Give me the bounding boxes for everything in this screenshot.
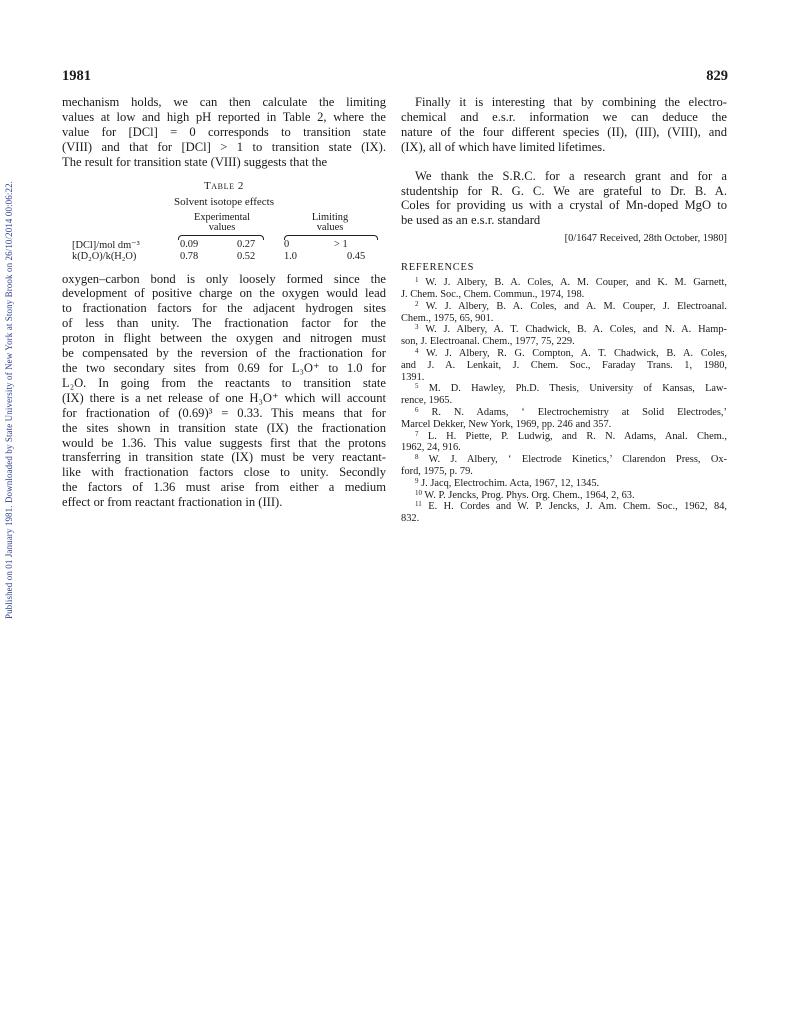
right-column [401, 95, 727, 525]
reference-item [401, 324, 727, 348]
text-line: development of positive charge on the oxygen would lead [62, 286, 386, 301]
reference-line [401, 395, 727, 407]
reference-text: W. J. Albery, A. T. Chadwick, B. A. Coles, and N. A. Hamp- [425, 324, 727, 336]
reference-line [401, 513, 727, 525]
left-column [62, 95, 386, 510]
text-line: values at low and high pH reported in Table 2, where the [62, 109, 386, 124]
reference-text: Chem., 1975, 65, 901. [401, 312, 494, 324]
received-date: [0/1647 Received, 28th October, 1980] [564, 233, 727, 245]
reference-text: 1962, 24, 916. [401, 442, 461, 454]
text-line: be compensated by the reversion of the fractionation for [62, 346, 386, 361]
text-line: be used as an e.s.r. standard [401, 213, 541, 228]
text-line: L₂O. In going from the reactants to transition state [62, 375, 386, 390]
publication-stamp [2, 140, 16, 660]
reference-text: J. Chem. Soc., Chem. Commun., 1974, 198. [401, 289, 585, 301]
text-line: the two secondary sites from 0.69 for L₃O⁺ to 1.0 for [62, 360, 386, 375]
reference-text: M. D. Hawley, Ph.D. Thesis, University of Kansas, Law- [428, 383, 727, 395]
text-line: The result for transition state (VIII) suggests that the [62, 154, 328, 169]
reference-text: R. N. Adams, ‘ Electrochemistry at Solid Electrodes,’ [431, 407, 727, 419]
text-line: We thank the S.R.C. for a research grant and for a [415, 168, 727, 183]
limiting-brace [284, 235, 378, 240]
text-line: nature of the four different species (II), (III), (VIII), and [401, 124, 727, 139]
reference-text: L. H. Piette, P. Ludwig, and R. N. Adams, Anal. Chem., [427, 430, 727, 442]
experimental-header: Experimental values [194, 211, 250, 234]
reference-line [401, 501, 727, 513]
text-line: to fractionation factors for the adjacent hydrogen sites [62, 301, 386, 316]
reference-item [401, 348, 727, 383]
reference-text: and J. A. Lenkait, J. Chem. Soc., Faraday Trans. 1, 1980, [401, 359, 727, 371]
references-list [401, 277, 727, 525]
reference-number: 5 [415, 382, 419, 391]
reference-text: 1391. [401, 371, 425, 383]
text-line: effect or from reactant fractionation in (III). [62, 495, 283, 510]
reference-line [401, 348, 727, 360]
reference-item [401, 383, 727, 407]
publication-stamp-text: Published on 01 January 1981. Downloaded by State University of New York at Stony Brook on 26/10/2014 00:06:22. [4, 180, 15, 620]
text-line: (VIII) and that for [DCl] > 1 to transition state (IX). [62, 139, 386, 154]
text-line: the sites shown in transition state (IX) the fractionation [62, 420, 386, 435]
table-cell: 0.78 [180, 250, 199, 262]
reference-number: 3 [415, 323, 419, 332]
reference-item [401, 407, 727, 431]
table-cell: 0 [284, 238, 290, 250]
acknowledgement [401, 169, 727, 229]
reference-line [401, 324, 727, 336]
reference-text: ford, 1975, p. 79. [401, 466, 473, 477]
reference-item [401, 478, 727, 490]
reference-text: Marcel Dekker, New York, 1969, pp. 246 and 357. [401, 418, 612, 430]
references-heading: REFERENCES [401, 262, 475, 274]
reference-text: son, J. Electroanal. Chem., 1977, 75, 229. [401, 336, 575, 348]
table-2 [62, 180, 386, 262]
row-label: [DCl]/mol dm⁻³ [72, 239, 140, 251]
text-line: chemical and e.s.r. information we can deduce the [401, 109, 727, 124]
right-top-paragraph [401, 95, 727, 155]
header-page-number: 829 [706, 68, 728, 84]
text-line: (IX) there is a net release of one H₃O⁺ which will account [62, 390, 386, 405]
reference-line [401, 478, 727, 490]
reference-item [401, 301, 727, 325]
reference-item [401, 490, 727, 502]
reference-number: 2 [415, 299, 419, 308]
reference-line [401, 289, 727, 301]
text-line: like with fractionation factors close to unity. Secondly [62, 465, 386, 480]
reference-line [401, 372, 727, 384]
reference-line [401, 277, 727, 289]
text-line: mechanism holds, we can then calculate the limiting [62, 95, 386, 109]
text-line: proton in flight between the oxygen and nitrogen must [62, 331, 386, 346]
reference-line [401, 301, 727, 313]
reference-item [401, 431, 727, 455]
table-cell: 0.27 [237, 238, 256, 250]
reference-line [401, 336, 727, 348]
text-line: for fractionation of (0.69)³ = 0.33. This means that for [62, 405, 386, 420]
text-line: transferring in transition state (IX) must be very reactant- [62, 450, 386, 465]
reference-number: 8 [415, 453, 419, 462]
reference-number: 6 [415, 406, 419, 415]
reference-item [401, 454, 727, 478]
text-line: of less than unity. The fractionation factor for the [62, 316, 386, 331]
reference-text: rence, 1965. [401, 395, 453, 407]
text-line: Finally it is interesting that by combining the electro- [415, 95, 727, 109]
reference-number: 10 [415, 488, 422, 497]
reference-text: J. Jacq, Electrochim. Acta, 1967, 12, 1345. [421, 477, 600, 489]
reference-text: W. J. Albery, R. G. Compton, A. T. Chadwick, B. A. Coles, [425, 348, 727, 360]
table-cell: 0.45 [347, 250, 366, 262]
reference-line [401, 454, 727, 466]
text-line: value for [DCl] = 0 corresponds to transition state [62, 124, 386, 139]
text-line: oxygen–carbon bond is only loosely formed since the [62, 271, 386, 286]
reference-text: W. J. Albery, ‘ Electrode Kinetics,’ Clarendon Press, Ox- [428, 454, 727, 466]
reference-line [401, 360, 727, 372]
row-label: k(D₂O)/k(H₂O) [72, 250, 137, 262]
reference-text: E. H. Cordes and W. P. Jencks, J. Am. Chem. Soc., 1962, 84, [428, 501, 727, 513]
text-line: Coles for providing us with a crystal of Mn-doped MgO to [401, 198, 727, 213]
table-cell: 0.52 [237, 250, 256, 262]
text-line: studentship for R. G. C. We are grateful to Dr. B. A. [401, 183, 727, 198]
reference-line [401, 431, 727, 443]
reference-text: W. J. Albery, B. A. Coles, and A. M. Couper, J. Electroanal. [425, 300, 727, 312]
left-top-paragraph [62, 95, 386, 170]
table-cell: 1.0 [284, 250, 297, 262]
reference-line [401, 442, 727, 454]
reference-number: 7 [415, 429, 419, 438]
table-cell: 0.09 [180, 238, 199, 250]
reference-number: 4 [415, 347, 419, 356]
reference-line [401, 419, 727, 431]
reference-line [401, 313, 727, 325]
reference-number: 9 [415, 476, 419, 485]
reference-number: 1 [415, 276, 419, 285]
table-subcaption: Solvent isotope effects [174, 195, 274, 208]
reference-text: W. P. Jencks, Prog. Phys. Org. Chem., 1964, 2, 63. [424, 489, 635, 501]
left-bottom-paragraph [62, 272, 386, 511]
reference-item [401, 277, 727, 301]
text-line: would be 1.36. This value suggests first that the protons [62, 435, 386, 450]
text-line: (IX), all of which have limited lifetimes. [401, 139, 606, 154]
reference-text: 832. [401, 513, 420, 525]
reference-line [401, 466, 727, 478]
table-cell: > 1 [334, 238, 348, 250]
text-line: the factors of 1.36 must arise from either a medium [62, 480, 386, 495]
reference-line [401, 407, 727, 419]
header-year: 1981 [62, 68, 91, 84]
reference-number: 11 [415, 500, 422, 509]
table-caption: Table 2 [203, 179, 245, 192]
reference-line [401, 383, 727, 395]
reference-item [401, 501, 727, 525]
reference-text: W. J. Albery, B. A. Coles, A. M. Couper, and K. M. Garnett, [425, 277, 727, 289]
reference-line [401, 490, 727, 502]
limiting-header: Limiting values [311, 211, 349, 234]
